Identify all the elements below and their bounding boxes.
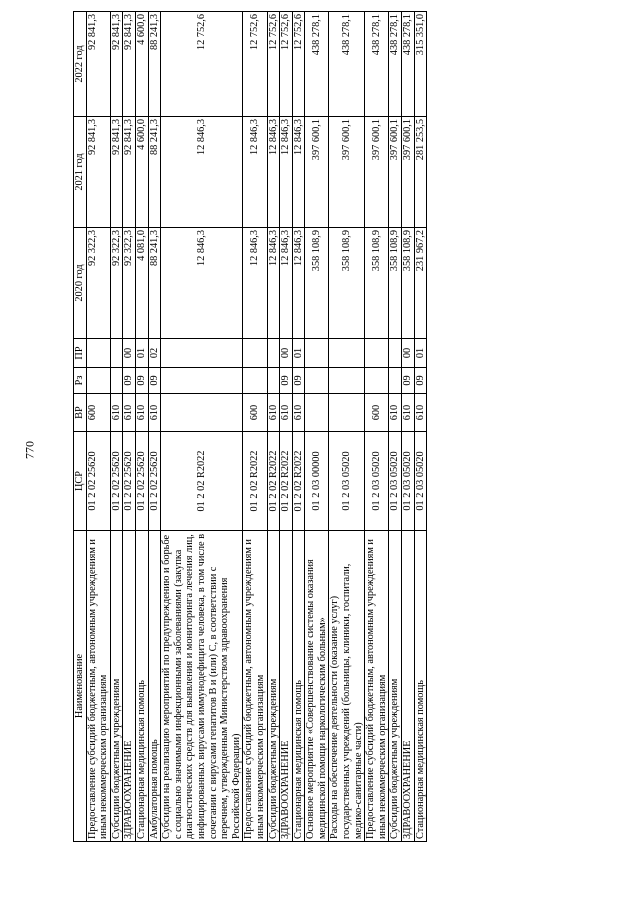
cell-vr: 610: [123, 394, 136, 432]
cell-name: Предоставление субсидий бюджетным, автономным учреждениям и иным некоммерческим организациям: [365, 531, 389, 842]
cell-2021: 12 846,3: [161, 117, 243, 228]
cell-rz: [365, 368, 389, 394]
cell-2020: 231 967,2: [414, 228, 427, 339]
cell-name: Стационарная медицинская помощь: [292, 531, 305, 842]
cell-pr: [329, 339, 365, 368]
cell-2020: 358 108,9: [329, 228, 365, 339]
header-pr: ПР: [74, 339, 87, 368]
cell-vr: 600: [243, 394, 267, 432]
cell-vr: [305, 394, 329, 432]
cell-csr: 01 2 02 R2022: [292, 432, 305, 531]
cell-2022: 4 600,0: [135, 12, 148, 117]
cell-name: Предоставление субсидий бюджетным, автономным учреждениям и иным некоммерческим организациям: [86, 531, 110, 842]
cell-name: Расходы на обеспечение деятельности (оказание услуг) государственных учреждений (больницы, клиники, госпитали, медико-санитарные части): [329, 531, 365, 842]
cell-2022: 12 752,6: [280, 12, 293, 117]
cell-vr: 610: [110, 394, 123, 432]
cell-csr: 01 2 02 25620: [86, 432, 110, 531]
cell-pr: [305, 339, 329, 368]
table-row: [123, 12, 136, 842]
cell-pr: 01: [414, 339, 427, 368]
budget-table: [73, 11, 427, 842]
table-row: [414, 12, 427, 842]
table-row: [305, 12, 329, 842]
table-row: [161, 12, 243, 842]
cell-2022: 12 752,6: [243, 12, 267, 117]
table-row: [402, 12, 415, 842]
cell-vr: 610: [135, 394, 148, 432]
cell-2020: 92 322,3: [86, 228, 110, 339]
cell-name: Предоставление субсидий бюджетным, автономным учреждениям и иным некоммерческим организациям: [243, 531, 267, 842]
cell-2021: 4 600,0: [135, 117, 148, 228]
header-2021: 2021 год: [74, 117, 87, 228]
cell-rz: [86, 368, 110, 394]
cell-pr: 01: [135, 339, 148, 368]
header-csr: ЦСР: [74, 432, 87, 531]
cell-2020: 88 241,3: [148, 228, 161, 339]
header-row: [74, 12, 87, 842]
cell-csr: 01 2 02 R2022: [267, 432, 280, 531]
cell-rz: [305, 368, 329, 394]
cell-2022: 438 278,1: [402, 12, 415, 117]
cell-pr: 00: [280, 339, 293, 368]
cell-vr: 610: [402, 394, 415, 432]
cell-csr: 01 2 02 25620: [110, 432, 123, 531]
table-row: [292, 12, 305, 842]
cell-2021: 397 600,1: [402, 117, 415, 228]
cell-2020: 12 846,3: [292, 228, 305, 339]
header-2020: 2020 год: [74, 228, 87, 339]
cell-2021: 92 841,3: [110, 117, 123, 228]
cell-rz: 09: [148, 368, 161, 394]
cell-name: Основное мероприятие «Совершенствование системы оказания медицинской помощи наркологическим больным»: [305, 531, 329, 842]
cell-2022: 12 752,6: [161, 12, 243, 117]
cell-pr: [389, 339, 402, 368]
cell-pr: [267, 339, 280, 368]
cell-vr: [161, 394, 243, 432]
cell-2020: 92 322,3: [123, 228, 136, 339]
cell-vr: 610: [389, 394, 402, 432]
cell-rz: 09: [135, 368, 148, 394]
table-row: [267, 12, 280, 842]
cell-rz: [389, 368, 402, 394]
cell-vr: 610: [292, 394, 305, 432]
rotated-table-wrapper: [73, 11, 427, 842]
page-number: 770: [22, 441, 37, 459]
cell-2022: 315 351,0: [414, 12, 427, 117]
cell-2020: 4 081,0: [135, 228, 148, 339]
cell-csr: 01 2 02 R2022: [243, 432, 267, 531]
cell-csr: 01 2 03 05020: [402, 432, 415, 531]
cell-2022: 92 841,3: [86, 12, 110, 117]
cell-name: Стационарная медицинская помощь: [135, 531, 148, 842]
cell-rz: 09: [402, 368, 415, 394]
cell-2021: 88 241,3: [148, 117, 161, 228]
table-row: [243, 12, 267, 842]
cell-vr: 610: [414, 394, 427, 432]
cell-2022: 92 841,3: [110, 12, 123, 117]
cell-2022: 438 278,1: [365, 12, 389, 117]
cell-vr: 610: [280, 394, 293, 432]
table-row: [329, 12, 365, 842]
cell-pr: 00: [402, 339, 415, 368]
cell-rz: [110, 368, 123, 394]
cell-vr: 600: [365, 394, 389, 432]
cell-csr: 01 2 03 05020: [389, 432, 402, 531]
cell-2021: 12 846,3: [292, 117, 305, 228]
cell-csr: 01 2 02 R2022: [280, 432, 293, 531]
cell-2020: 12 846,3: [243, 228, 267, 339]
cell-vr: [329, 394, 365, 432]
cell-rz: [161, 368, 243, 394]
header-name: Наименование: [74, 531, 87, 842]
cell-vr: 610: [148, 394, 161, 432]
table-row: [389, 12, 402, 842]
cell-2021: 92 841,3: [86, 117, 110, 228]
cell-2022: 438 278,1: [329, 12, 365, 117]
cell-2020: 358 108,9: [402, 228, 415, 339]
table-row: [148, 12, 161, 842]
cell-2021: 397 600,1: [329, 117, 365, 228]
table-row: [365, 12, 389, 842]
cell-csr: 01 2 03 05020: [365, 432, 389, 531]
cell-rz: 09: [292, 368, 305, 394]
cell-2021: 397 600,1: [365, 117, 389, 228]
cell-name: Амбулаторная помощь: [148, 531, 161, 842]
cell-name: Субсидии бюджетным учреждениям: [389, 531, 402, 842]
cell-2022: 438 278,1: [389, 12, 402, 117]
cell-vr: 610: [267, 394, 280, 432]
cell-csr: 01 2 03 05020: [329, 432, 365, 531]
cell-name: Субсидии на реализацию мероприятий по предупреждению и борьбе с социально значимыми инфекционными заболеваниями (закупка диагностических средств для выявления и мониторинга лечения лиц, инфицированных вирусами иммунодефицита человека, в том числе в сочетании с вирусами гепатитов B и (или) C, в соответствии с перечнем, утвержденным Министерством здравоохранения Российской Федерации): [161, 531, 243, 842]
cell-csr: 01 2 02 R2022: [161, 432, 243, 531]
cell-2021: 281 253,5: [414, 117, 427, 228]
cell-2021: 12 846,3: [243, 117, 267, 228]
cell-pr: 01: [292, 339, 305, 368]
cell-csr: 01 2 03 05020: [414, 432, 427, 531]
cell-vr: 600: [86, 394, 110, 432]
cell-name: Стационарная медицинская помощь: [414, 531, 427, 842]
cell-csr: 01 2 02 25620: [123, 432, 136, 531]
cell-2020: 358 108,9: [305, 228, 329, 339]
cell-2021: 397 600,1: [389, 117, 402, 228]
header-rz: Рз: [74, 368, 87, 394]
cell-csr: 01 2 02 25620: [135, 432, 148, 531]
cell-rz: 09: [123, 368, 136, 394]
cell-2022: 12 752,6: [292, 12, 305, 117]
cell-2022: 12 752,6: [267, 12, 280, 117]
cell-pr: 00: [123, 339, 136, 368]
cell-2022: 438 278,1: [305, 12, 329, 117]
cell-csr: 01 2 03 00000: [305, 432, 329, 531]
cell-2020: 358 108,9: [389, 228, 402, 339]
cell-2021: 397 600,1: [305, 117, 329, 228]
cell-pr: [243, 339, 267, 368]
cell-2021: 12 846,3: [280, 117, 293, 228]
header-2022: 2022 год: [74, 12, 87, 117]
cell-pr: [110, 339, 123, 368]
cell-2022: 92 841,3: [123, 12, 136, 117]
table-row: [110, 12, 123, 842]
cell-2020: 12 846,3: [280, 228, 293, 339]
cell-pr: [365, 339, 389, 368]
cell-2020: 12 846,3: [267, 228, 280, 339]
table-row: [280, 12, 293, 842]
cell-rz: 09: [414, 368, 427, 394]
cell-2022: 88 241,3: [148, 12, 161, 117]
cell-rz: [243, 368, 267, 394]
cell-pr: 02: [148, 339, 161, 368]
cell-name: Субсидии бюджетным учреждениям: [267, 531, 280, 842]
cell-2020: 92 322,3: [110, 228, 123, 339]
table-row: [86, 12, 110, 842]
cell-2021: 12 846,3: [267, 117, 280, 228]
cell-name: Субсидии бюджетным учреждениям: [110, 531, 123, 842]
cell-csr: 01 2 02 25620: [148, 432, 161, 531]
cell-name: ЗДРАВООХРАНЕНИЕ: [280, 531, 293, 842]
cell-name: ЗДРАВООХРАНЕНИЕ: [402, 531, 415, 842]
header-vr: ВР: [74, 394, 87, 432]
cell-rz: [329, 368, 365, 394]
cell-pr: [161, 339, 243, 368]
cell-2020: 12 846,3: [161, 228, 243, 339]
cell-2021: 92 841,3: [123, 117, 136, 228]
cell-rz: 09: [280, 368, 293, 394]
cell-rz: [267, 368, 280, 394]
cell-2020: 358 108,9: [365, 228, 389, 339]
table-row: [135, 12, 148, 842]
cell-name: ЗДРАВООХРАНЕНИЕ: [123, 531, 136, 842]
cell-pr: [86, 339, 110, 368]
